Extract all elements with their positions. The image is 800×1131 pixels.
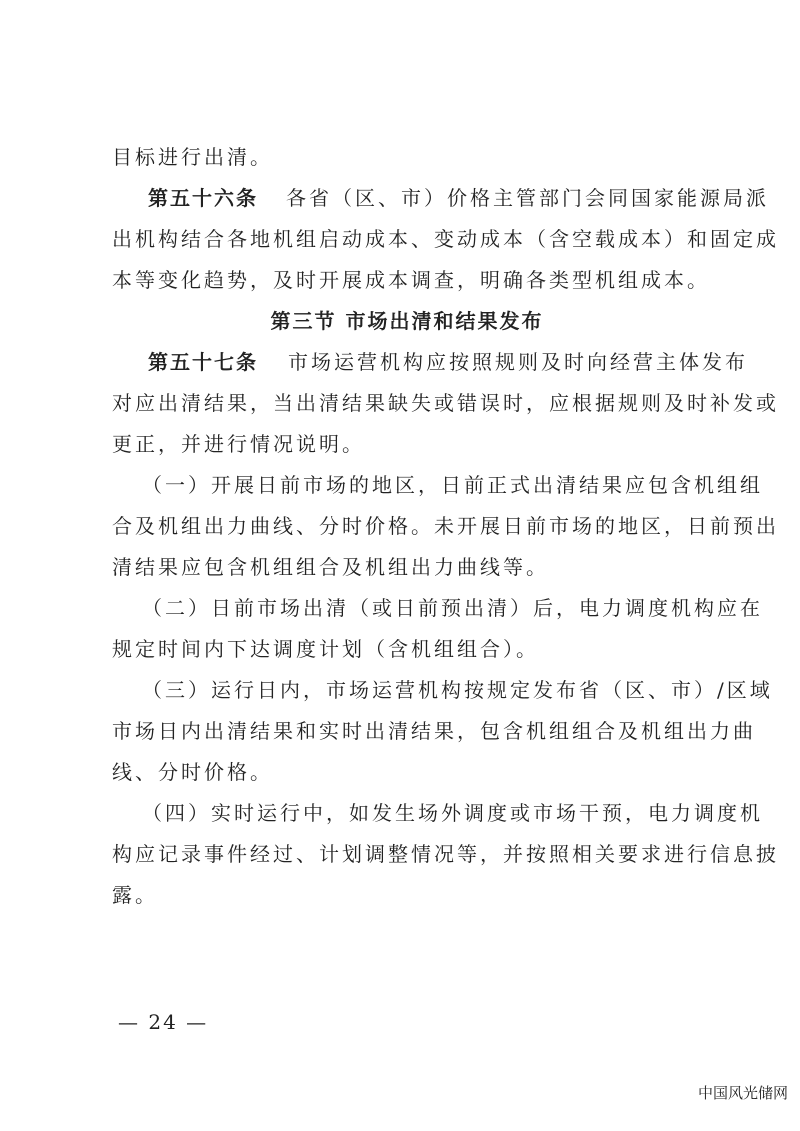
article-56-heading: 第五十六条 [148,186,258,210]
article-57-line-1 [112,342,748,383]
article-57-heading: 第五十七条 [148,350,258,374]
item-1-line-2: 合及机组出力曲线、分时价格。未开展日前市场的地区，日前预出 [112,514,779,538]
watermark: 中国风光储网 [697,1084,788,1102]
section-3-title: 第三节 市场出清和结果发布 [270,309,544,333]
item-2-line-1: （二）日前市场出清（或日前预出清）后，电力调度机构应在 [142,596,763,620]
item-3-line-2: 市场日内出清结果和实时出清结果，包含机组组合及机组出力曲 [112,719,756,743]
item-1-line-1: （一）开展日前市场的地区，日前正式出清结果应包含机组组 [142,473,763,497]
paragraph-continuation: 目标进行出清。 [112,145,273,169]
item-3-line-1: （三）运行日内，市场运营机构按规定发布省（区、市）/区域 [142,678,773,702]
document-body [112,137,779,916]
article-57-line-3: 更正，并进行情况说明。 [112,432,365,456]
item-2-line-2: 规定时间内下达调度计划（含机组组合）。 [112,637,539,661]
article-57-line-2: 对应出清结果，当出清结果缺失或错误时，应根据规则及时补发或 [112,391,779,415]
item-4-line-2: 构应记录事件经过、计划调整情况等，并按照相关要求进行信息披 [112,842,779,866]
item-3-line-3: 线、分时价格。 [112,760,273,784]
article-56-line-3: 本等变化趋势，及时开展成本调查，明确各类型机组成本。 [112,268,710,292]
article-57-text-1: 市场运营机构应按照规则及时向经营主体发布 [288,350,748,374]
item-1-line-3: 清结果应包含机组组合及机组出力曲线等。 [112,555,549,579]
page-number: — 24 — [118,1010,209,1034]
item-4-line-1: （四）实时运行中，如发生场外调度或市场干预，电力调度机 [142,801,763,825]
article-56-line-1 [112,178,769,219]
item-4-line-3: 露。 [112,883,158,907]
article-56-line-2: 出机构结合各地机组启动成本、变动成本（含空载成本）和固定成 [112,227,779,251]
article-56-text-1: 各省（区、市）价格主管部门会同国家能源局派 [286,186,769,210]
